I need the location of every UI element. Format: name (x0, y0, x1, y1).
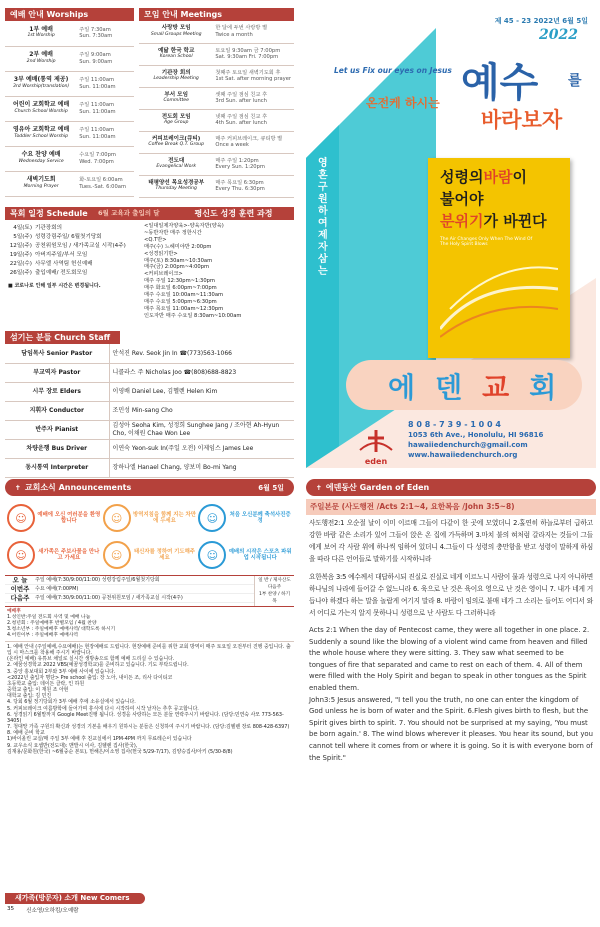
announce-item: 초등학교 출입: 데이든 클락, 인 하원 (7, 680, 85, 687)
staff-section (5, 331, 294, 478)
eden-logo: eden (356, 428, 396, 464)
worship-time-en: Wed. 7:00pm (79, 158, 114, 165)
schedule-subtitle: 6월 교육과 출입의 달 (98, 209, 160, 217)
meeting-row (139, 131, 294, 153)
meeting-name-en: Korean School (159, 54, 193, 59)
cover-email[interactable]: hawaiiedenchurch@gmail.com (408, 441, 528, 449)
announce-circles (5, 496, 294, 574)
schedule-date: 26일(주) (9, 270, 32, 276)
announce-item: 7. 청대망 가족 구원의 확신과 성경의 기본을 배우기 원하시는 분들은 신청하여 주시기 바랍니다. (담당:김헬렌 장로 808-428-6397) (7, 724, 290, 731)
announce-header (5, 479, 294, 496)
worship-time: 주일 11:00am (79, 77, 115, 84)
worship-name: 새벽기도회 (26, 176, 56, 184)
worship-time-en: Sun. 7:30am (79, 33, 113, 40)
meeting-time: 넷째 주일 점심 친교 후 (215, 113, 268, 120)
staff-row (5, 401, 294, 420)
duty-row (5, 576, 254, 585)
announce-item: <2022년 출입자 명단> Pre school 출입: 장 노아, 내이든 조, 리사 다이티코 (7, 674, 173, 681)
lifelong-line: <Q.T반> (144, 236, 167, 243)
meeting-row (139, 87, 294, 109)
announce-item: 4. 당회 6월 정기당회가 3부 예배 후에 소유실에서 있습니다. (7, 699, 136, 706)
schedule-list (5, 220, 140, 334)
meeting-time-en: 1st Sat. after morning prayer (215, 76, 292, 82)
announce-card-icon: ☺ (7, 541, 35, 569)
worship-name-en: Toddler School Worship (14, 133, 68, 139)
schedule-event: 공천위원모임 / 새가족교실 시작(4주) (35, 243, 126, 249)
schedule-event: 아버지주일/부서 모임 (35, 252, 88, 258)
cover-phone: 8 0 8 - 7 3 9 - 1 0 0 4 (408, 420, 501, 429)
worship-time: 주일 11:00am (79, 102, 115, 109)
schedule-row (5, 251, 140, 260)
worship-time-en: Sun. 11:00am (79, 83, 116, 90)
cover (306, 8, 596, 468)
lifelong-line: 매주(수) 느헤미야반 2:00pm (144, 243, 212, 250)
announce-item: 8. 예배 준비 학교 (7, 730, 45, 737)
schedule-row (5, 224, 140, 233)
schedule-date: 12일(주) (9, 243, 32, 249)
staff-names: 니콜라스 주 Nicholas Joo ☎(808)688-8823 (109, 363, 294, 382)
staff-names: 장하나엘 Hanael Chang, 양보미 Bo-mi Yang (109, 458, 294, 477)
worship-row (5, 71, 134, 96)
newcomer-names: 신소영/오하킴/오예람 (26, 908, 79, 914)
staff-role: 부교역자 Pastor (5, 363, 109, 382)
duty-text: 수요 예배(7:00PM) (35, 586, 79, 592)
meeting-name: 태평양선 목요성경공부 (148, 179, 205, 186)
schedule-event: 사무엘 사역팀 헌신예배 (35, 261, 93, 267)
meeting-name: 사랑방 모임 (161, 25, 191, 32)
garden-section (306, 479, 596, 924)
meeting-row (139, 21, 294, 43)
lifelong-title: 평신도 성경 훈련 과정 (194, 209, 273, 218)
meetings-section (139, 8, 294, 198)
meeting-time: 매주 목요일 6:30pm (215, 179, 264, 186)
announce-card (103, 538, 197, 572)
book-wind: 바람 (483, 168, 513, 186)
meeting-row (139, 175, 294, 197)
meeting-time-en: Every Sun. 1:20pm (215, 164, 265, 170)
worship-time-en: Tues.-Sat. 6:00am (79, 183, 127, 190)
meeting-time-en: 3rd Sun. after lunch (215, 98, 267, 104)
schedule-header (5, 207, 294, 220)
meeting-name: 커피브레이크(큐티) (152, 135, 201, 142)
worship-row (5, 46, 134, 71)
worship-name: 수요 찬양 예배 (21, 151, 61, 159)
meeting-time: 첫째주 토요일 새벽기도회 후 (215, 69, 281, 76)
meeting-row (139, 153, 294, 175)
schedule-section (5, 207, 294, 334)
announce-card-text: 태신자를 정하여 기도해주세요 (133, 548, 196, 561)
worship-name: 3부 예배(통역 제공) (13, 76, 69, 84)
book-english: The Air Changes Only When The Wind Of The Holy Spirit Blows (440, 237, 533, 247)
dept-block (5, 607, 294, 642)
schedule-row (5, 242, 140, 251)
announce-item: 3. 중앙 홍보대회 2부와 3부 예배 사이에 있습니다. (7, 668, 116, 675)
staff-names: 김성아 Seoha Kim, 성정희 Sunghee Jang / 조아현 Ah-Hyun Cho, 이채원 Chae Won Lee (109, 420, 294, 439)
meeting-name: 기관장 회의 (161, 69, 191, 76)
garden-korean-2: 요한복음 3:5 예수께서 대답하시되 진실로 진실로 네게 이르노니 사람이 물과 성령으로 나지 아니하면 하나님의 나라에 들어갈 수 없느니라 6. 육으로 난 것은 육이요 영으로 난 것은 영이니 7. 내가 네게 거듭나야 하겠다 하는 말을 놀랍게 여기지 말라 8. 바람이 임의로 불매 네가 그 소리는 들어도 어디서 와서 어디로 가는지 알지 못하나니 성령으로 난 사람도 다 그러하니라 (309, 573, 593, 617)
dept-line: 2.청년회 : 주일예배후 반별모임 / 4월 찬양 (7, 621, 97, 626)
book-line1: 성령의 (440, 168, 484, 186)
cover-issue: 제 45 - 23 2022년 6월 5일 (494, 17, 588, 25)
duty-label: 이번주 (10, 585, 30, 593)
meeting-name: 전도회 모임 (161, 113, 191, 120)
garden-english-2: John3:5 Jesus answered, "I tell you the truth, no one can enter the kingdom of God unless he is born of water and the Spirit. 6.Flesh gives birth to flesh, but the Spirit gives birth to spirit. 7. You should not be surprised at my saying, 'You must be born again.' 8. The wind blows wherever it pleases. You hear its sound, but you cannot tell where it comes from or where it is going. So it is with everyone born of the Spirit." (309, 695, 593, 762)
worship-time: 주일 9:00am (79, 52, 111, 59)
staff-row (5, 363, 294, 382)
worship-row (5, 96, 134, 121)
meeting-name: 전도대 (168, 157, 185, 164)
schedule-row (5, 260, 140, 269)
worship-time-en: Sun. 11:00am (79, 133, 116, 140)
cover-book (428, 158, 570, 358)
announce-card-text: 예배의 시작은 스포츠 파워업 시작됩니다 (228, 548, 292, 561)
meeting-time: 한 달에 두번 사랑방 별 (215, 25, 268, 32)
worship-time: 화-토요일 6:00am (79, 177, 123, 184)
announce-item: (온라인 예배) 유튜브 채널로 실시간 생방송으로 함께 예배 드리실 수 있습니다. (7, 656, 175, 663)
duty-row (5, 585, 254, 594)
announce-card-icon: ☺ (7, 504, 35, 532)
duty-block (5, 575, 294, 607)
worship-time: 주일 11:00am (79, 127, 115, 134)
lifelong-line: ~동반자반 매주 정한시간 (144, 229, 202, 236)
worship-name-en: Church School Worship (14, 108, 68, 114)
schedule-row (5, 269, 140, 278)
announce-card (198, 501, 292, 535)
meeting-time-en: 4th Sun. after lunch (215, 120, 267, 126)
staff-row (5, 458, 294, 477)
announce-title: 교회소식 Announcements (24, 483, 132, 492)
meeting-time-en: Twice a month (215, 31, 253, 38)
staff-role: 반주자 Pianist (5, 420, 109, 439)
worship-section (5, 8, 134, 197)
lifelong-line: 매주 주일 12:30pm~1:30pm (144, 278, 215, 285)
lifelong-line: 매주(토) 8:30am~10:30am (144, 257, 213, 264)
worship-time-en: Sun. 9:00am (79, 58, 113, 65)
announce-card-text: 방역지침을 함께 지는 차만에 두세요 (133, 511, 196, 524)
schedule-row (5, 233, 140, 242)
staff-row (5, 420, 294, 439)
staff-role: 시무 장로 Elders (5, 382, 109, 401)
worship-time-en: Sun. 11:00am (79, 108, 116, 115)
garden-subject: 주일본문 (사도행전 /Acts 2:1~4, 요한복음 /John 3:5~8) (306, 499, 596, 515)
meeting-name-en: Small Groups Meeting (150, 31, 202, 37)
garden-title: 에덴동산 Garden of Eden (325, 483, 430, 492)
announce-card-text: 예배에 오신 여러분을 환영합니다 (37, 511, 101, 524)
announce-card-text: 처음 오신분께 축석사진증정 (229, 511, 291, 524)
meeting-time: 매주 주일 1:20pm (215, 157, 259, 164)
meeting-name: 예닮 한국 학교 (158, 47, 195, 54)
meeting-time: 토요일 9:30am 금 7:00pm (215, 47, 281, 54)
cover-contact (408, 420, 543, 460)
duty-side-text: 다음주 (267, 585, 282, 590)
lifelong-list (140, 220, 294, 334)
schedule-event: 출입예배/ 전도회모임 (35, 270, 88, 276)
cover-year: 2022 (539, 27, 578, 43)
duty-side-text: 1부 찬양 / 하기목 (258, 592, 291, 604)
announce-item: 2. 예꿈성경학교 2022 VBS(예꿈성경학교)를 준비하고 있습니다. 기도 부탁드립니다. (7, 662, 189, 669)
announce-card-icon: ☺ (198, 541, 226, 569)
worship-row (5, 146, 134, 171)
meeting-time-en: Sat. 9:30am Fri. 7:00pm (215, 54, 279, 60)
worship-time: 주일 7:30am (79, 26, 111, 33)
announce-item: 김재용/문화원(한국) ~6월중순 본토), 헌해은/이소영 집사(헌국 5/29-7/17), 김양승집사/아키 (5/30-8/8) (7, 748, 233, 755)
garden-english-1: Acts 2:1 When the day of Pentecost came, they were all together in one place. 2. Suddenly a sound like the blowing of a violent wind came from heaven and filled the whole house where they were sitting. 3. They saw what seemed to be tongues of fire that separated and came to rest on each of them. 4. All of them were filled with the Holy Spirit and began to speak in other tongues as the Spirit enabled them. (309, 626, 590, 692)
meeting-row (139, 43, 294, 65)
duty-label: 다음주 (10, 594, 30, 602)
meeting-name: 부서 모임 (164, 91, 188, 98)
schedule-title: 목회 일정 Schedule (10, 209, 88, 218)
cover-address: 1053 6th Ave., Honolulu, HI 96816 (408, 431, 544, 439)
staff-names: 조민성 Min-sang Cho (109, 401, 294, 420)
dept-line: 1.성인반:주일 전도회 사역 및 예배 나눔 (7, 615, 91, 620)
lifelong-line: <성경읽기반> (144, 250, 178, 257)
meetings-table (139, 21, 294, 198)
announce-section (5, 479, 294, 924)
dept-title: 예배후 (7, 609, 21, 614)
newcomer-block (5, 893, 294, 916)
worship-name: 1부 예배 (29, 25, 53, 33)
cover-slogan: Let us Fix our eyes on Jesus (334, 66, 452, 75)
meeting-row (139, 65, 294, 87)
schedule-date: 5일(주) (13, 234, 32, 240)
meetings-header: 모임 안내 Meetings (139, 8, 294, 21)
worship-name-en: 1st Worship (27, 33, 55, 39)
meeting-time-en: Every Thu. 6:30pm (215, 186, 265, 192)
worship-row (5, 21, 134, 46)
duty-text: 주일 예배(7:30/9:00/11:00) 성령강림주일/6월첫기당회 (35, 577, 160, 583)
page-number: 35 (7, 906, 15, 912)
meeting-name-en: Thursday Meeting (155, 186, 197, 191)
announce-card (103, 501, 197, 535)
schedule-date: 4일(토) (13, 225, 32, 231)
dept-line: 4.어린이부 : 주일예배후 예배사역 (7, 633, 79, 638)
staff-names: 이영배 Daniel Lee, 김헬렌 Helen Kim (109, 382, 294, 401)
duty-label: 오 늘 (12, 576, 28, 584)
cover-subslogan: 온전케 하시는 (366, 96, 440, 110)
staff-role: 지휘자 Conductor (5, 401, 109, 420)
duty-text: 주일 예배(7:30/9:00/11:00) 공천위원모임 / 새가족교실 시작(4주) (35, 595, 183, 601)
announce-item: 6. 성경읽기 6월말까지 Google Meet진행 됩니다. 성경을 사랑하는 모든 분들 연락주시기 바랍니다. (담당:민연숙 사모 773-563-3405) (7, 711, 284, 724)
meeting-name-en: Coffee Break Q.T. Group (148, 142, 204, 147)
dept-line: 3.청소년부 : 주일예배후 예배사역/ 대학도록 하시기 (7, 627, 116, 632)
announce-item: 5. 커피브레이크 여름방학에 들어가며 휴식에 다시 시작하여 시작 날자는 추후 공고합니다. (7, 705, 199, 712)
worship-name: 어린이 교회학교 예배 (12, 101, 70, 109)
worship-name-en: Morning Prayer (23, 183, 59, 189)
staff-header: 섬기는 분들 Church Staff (5, 331, 120, 344)
worship-header: 예배 안내 Worships (5, 8, 134, 21)
meeting-name-en: Evangelical Work (156, 164, 196, 169)
worship-table (5, 21, 134, 197)
staff-row (5, 439, 294, 458)
cover-church-name: 에덴교회 (388, 371, 577, 404)
lifelong-line: <일대일제자양육>-양육자반(양육) (144, 223, 224, 229)
meeting-name-en: Leadership Meeting (153, 76, 199, 81)
meeting-name-en: Committee (163, 98, 189, 103)
announce-item: 중학교 출입: 이 재원 조 아현 (7, 687, 69, 694)
lifelong-line: 인도자반 매주 수요일 8:30am~10:00am (144, 312, 242, 319)
lifelong-line: 매주(금) 2:00pm~4:00pm (144, 264, 210, 271)
worship-name-en: Wednesday Service (18, 158, 64, 164)
announce-date: 6월 5일 (258, 483, 284, 492)
duty-side-text: 일 반 / 제사산도 (258, 578, 291, 583)
announce-card-icon: ☺ (198, 504, 226, 532)
announce-card (198, 538, 292, 572)
lifelong-line: 매주 화요일 6:00pm~7:00pm (144, 285, 217, 292)
worship-name: 영유아 교회학교 예배 (12, 126, 70, 134)
cover-big-title: 예수 (461, 59, 539, 106)
eden-header-icon: ✝ (316, 483, 322, 492)
lifelong-line: 매주 수요일 10:00am~11:30am (144, 292, 224, 299)
cover-website[interactable]: www.hawaiiedenchurch.org (408, 451, 518, 459)
meeting-name-en: Age Group (163, 120, 189, 125)
meeting-time: 셋째 주일 점심 친교 후 (215, 91, 268, 98)
eden-header-icon: ✝ (15, 483, 21, 492)
staff-role: 담임목사 Senior Pastor (5, 344, 109, 363)
garden-korean-1: 사도행전2:1 오순절 날이 이미 이르매 그들이 다같이 한 곳에 모였더니 2.홀연히 하늘로부터 급하고 강한 바람 같은 소리가 있어 그들이 앉은 온 집에 가득하며 3.마치 불의 혀처럼 갈라지는 것들이 그들에게 보여 각 사람 위에 하나씩 임하여 있더니 4.그들이 다 성령의 충만함을 받고 성령이 말하게 하심을 따라 다른 언어들로 말하기를 시작하니라 (309, 519, 593, 563)
staff-names: 안석진 Rev. Seok Jin In ☎(773)563-1066 (109, 344, 294, 363)
announce-item: 1. 예배 안내 (주일예배,수요예배)는 현장예배로 드립니다. 현장예배 준비를 위한 교회 방역이 매주 토요일 오전부터 진행 중입니다. 출입 시 마스크를 착용해 주시기 바랍니다. (7, 644, 291, 657)
staff-table (5, 344, 294, 478)
garden-header (306, 479, 596, 496)
announce-item: 1)바이올린 교실/매 주일 3부 예배 후 친교실에서 1PM-4PM 까지 무료레슨이 있습니다 (7, 736, 192, 743)
schedule-date: 22일(수) (9, 261, 32, 267)
book-line1b: 이 (512, 168, 527, 186)
lifelong-line: <커피브레이크> (144, 271, 183, 278)
lifelong-line: 매주 수요일 5:00pm~6:30pm (144, 298, 217, 305)
worship-name-en: 3rd Worship(translation) (13, 83, 70, 89)
announce-item: 대학교 출입: 김 민진 (7, 693, 52, 700)
worship-name-en: 2nd Worship (26, 58, 56, 64)
announce-card-text: 새가족은 주보사물을 만나고 가세요 (38, 548, 100, 561)
schedule-date: 19일(주) (9, 252, 32, 258)
meeting-time: 매주 커피브레이크, 큐티방 별 (215, 135, 283, 142)
cover-look: 바라보자 (481, 108, 563, 132)
staff-names: 이연숙 Yeon-suk In(주일 오전) 이제임스 James Lee (109, 439, 294, 458)
staff-row (5, 382, 294, 401)
worship-time: 수요일 7:00pm (79, 152, 116, 159)
meeting-row (139, 109, 294, 131)
book-wind-illustration (440, 249, 558, 339)
duty-row (5, 594, 254, 603)
schedule-note: ■ 코로나로 인해 일부 시간은 변경됩니다. (8, 283, 101, 289)
announce-card-icon: ☺ (103, 504, 131, 532)
staff-role: 차량운행 Bus Driver (5, 439, 109, 458)
schedule-event: 기관장회의 (35, 225, 63, 231)
schedule-event: 성령강림주일/ 6월첫기당회 (35, 234, 102, 240)
lifelong-line: 매주 목요일 11:00am~12:30pm (144, 305, 224, 312)
announce-card-icon: ☺ (103, 541, 131, 569)
announce-card (7, 501, 101, 535)
announce-item: 9. 교우소식 요셉반(전도대): 맨발시 이사, 김헬렌 집사(한국), (7, 742, 138, 749)
worship-name: 2부 예배 (29, 51, 53, 59)
worship-row (5, 171, 134, 196)
book-line2: 불어야 (440, 190, 484, 208)
newcomer-header: 새가족(방문자) 소개 New Comers (5, 893, 145, 904)
worship-row (5, 121, 134, 146)
announce-card (7, 538, 101, 572)
book-mood: 분위기 (440, 212, 484, 230)
meeting-time-en: Once a week (215, 142, 249, 148)
eden-cross-icon (356, 428, 396, 454)
staff-row (5, 344, 294, 363)
staff-role: 동시통역 Interpreter (5, 458, 109, 477)
cover-suffix: 를 (568, 73, 582, 89)
announce-items (5, 642, 294, 757)
cover-side-text: 영혼구원하여 제자삼는 (318, 158, 328, 277)
book-line3: 가 바뀐다 (483, 212, 547, 230)
